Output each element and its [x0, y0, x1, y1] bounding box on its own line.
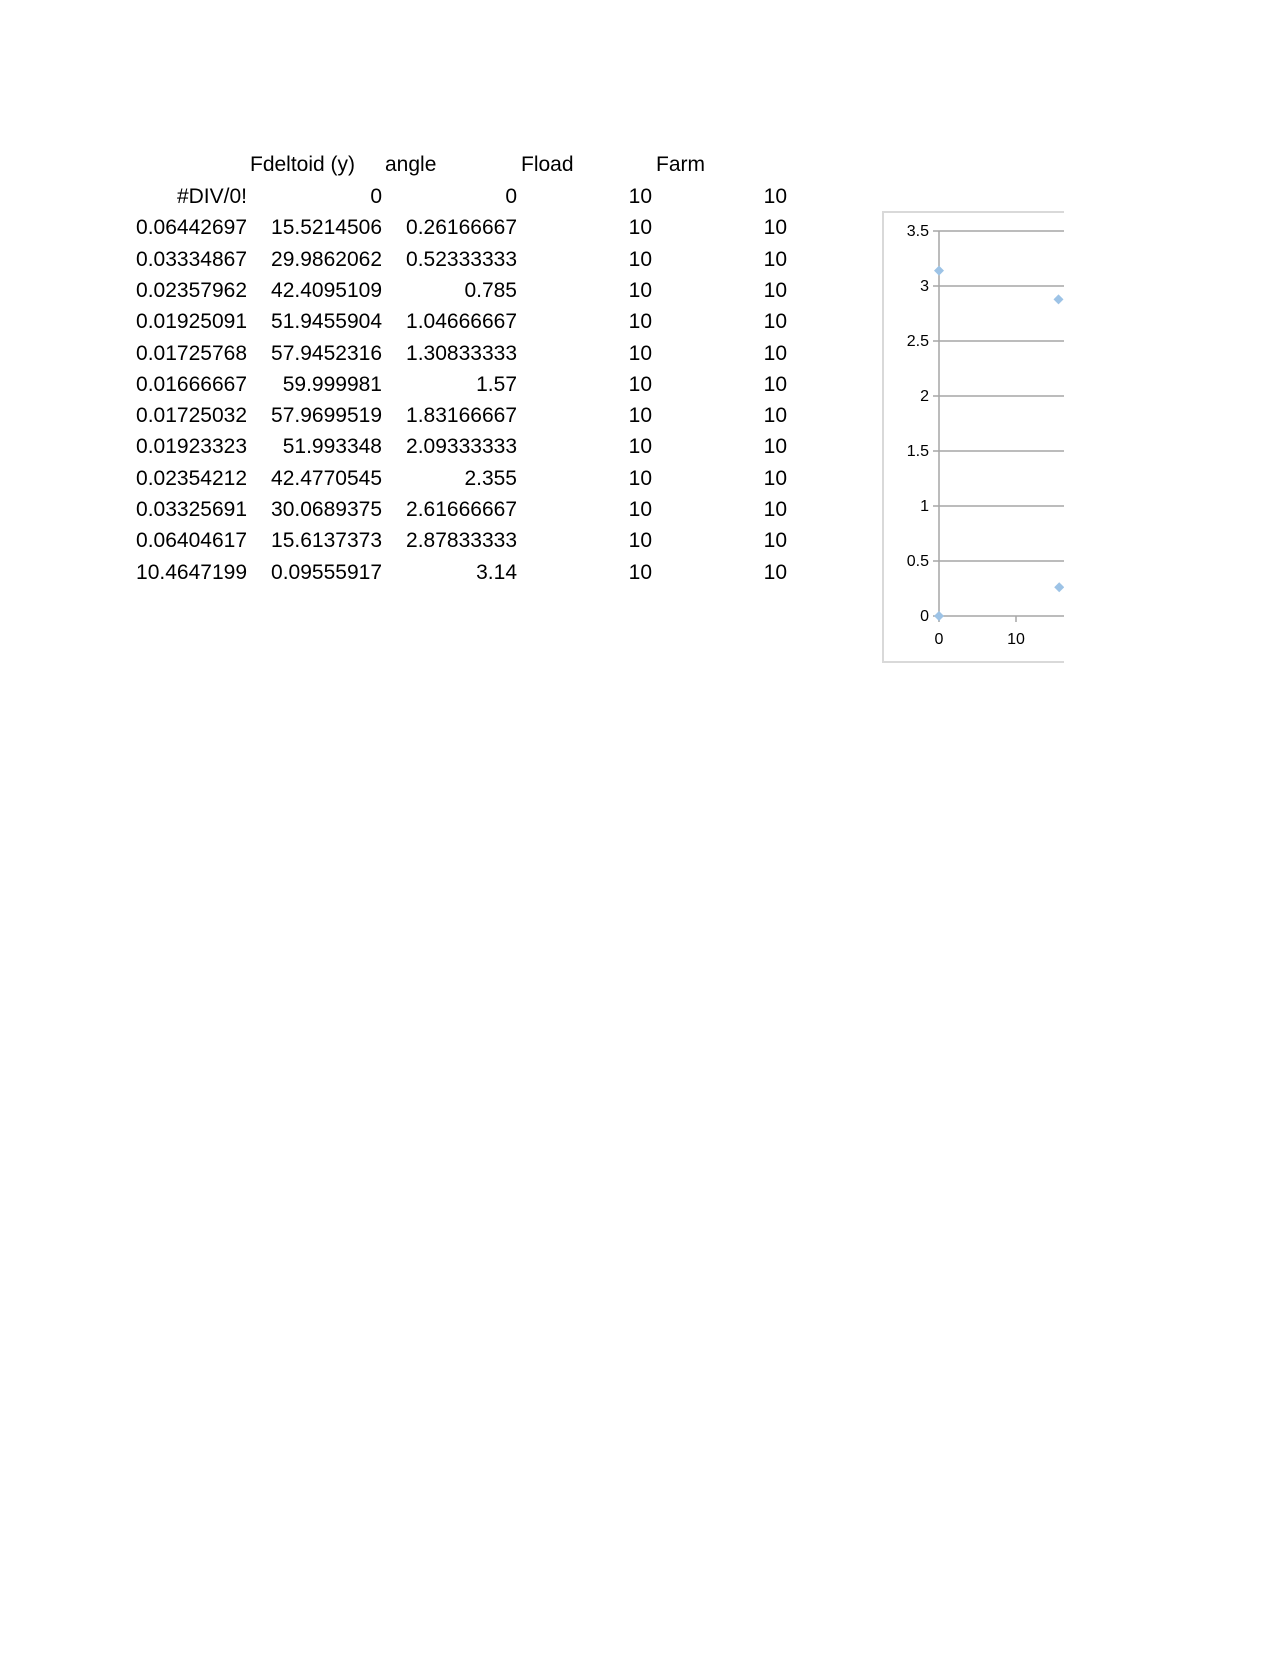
table-cell: 30.0689375	[271, 498, 382, 521]
table-cell: 0.01666667	[136, 372, 247, 396]
table-cell: 10	[628, 247, 652, 271]
data-point	[1054, 294, 1064, 304]
table-cell: 10	[628, 529, 652, 553]
table-cell: 0.01923323	[136, 435, 247, 459]
table-header: Fload	[521, 153, 574, 176]
table-cell: 0	[505, 185, 517, 208]
table-cell: 0.785	[464, 278, 517, 302]
x-tick-label: 10	[1007, 631, 1025, 648]
table-cell: 0.01725032	[136, 404, 247, 428]
data-point	[934, 611, 944, 621]
table-cell: 10	[628, 310, 652, 334]
y-tick-label: 3	[920, 278, 929, 295]
table-cell: 2.87833333	[406, 529, 517, 553]
y-tick-label: 1	[920, 498, 929, 515]
table-header: Farm	[656, 153, 705, 176]
table-header: angle	[385, 153, 437, 176]
table-cell: 1.57	[476, 372, 517, 396]
table-cell: 1.04666667	[406, 310, 517, 334]
y-tick-label: 0	[920, 608, 929, 625]
table-cell: 29.9862062	[271, 247, 382, 271]
table-cell: 0.03334867	[136, 247, 247, 271]
x-tick-label: 0	[934, 631, 944, 648]
table-cell: 0.03325691	[136, 498, 247, 521]
y-tick-label: 1.5	[906, 443, 929, 460]
table-cell: 51.993348	[282, 435, 382, 459]
table-cell: 51.9455904	[271, 310, 382, 334]
table-cell: 57.9699519	[271, 404, 382, 428]
table-cell: 10	[628, 466, 652, 490]
table-cell: 10	[628, 404, 652, 428]
table-cell: 3.14	[476, 560, 517, 584]
table-cell: 10	[628, 435, 652, 459]
table-cell: 42.4095109	[271, 278, 382, 302]
table-cell: 1.83166667	[406, 404, 517, 428]
table-cell: 0.06404617	[136, 529, 247, 553]
table-cell: 10	[763, 185, 787, 208]
table-cell: 10	[628, 498, 652, 521]
table-cell: 10	[763, 341, 787, 365]
table-cell: 2.355	[464, 466, 517, 490]
table-cell: 1.30833333	[406, 341, 517, 365]
table-cell: 10	[763, 560, 787, 584]
y-tick-label: 2.5	[906, 333, 929, 350]
table-cell: #DIV/0!	[176, 185, 247, 208]
table-cell: 10	[628, 372, 652, 396]
scatter-chart[interactable]	[882, 211, 1064, 663]
table-cell: 10	[763, 216, 787, 240]
table-cell: 10	[628, 185, 652, 208]
table-cell: 0.01925091	[136, 310, 247, 334]
table-cell: 10	[763, 310, 787, 334]
table-cell: 0.52333333	[406, 247, 517, 271]
data-point	[934, 266, 944, 276]
table-cell: 0.02357962	[136, 278, 247, 302]
table-cell: 10	[763, 498, 787, 521]
table-cell: 0.06442697	[136, 216, 247, 240]
table-cell: 10	[763, 278, 787, 302]
data-point	[1054, 582, 1064, 592]
chart-svg	[884, 213, 1064, 663]
table-cell: 10	[763, 372, 787, 396]
table-cell: 2.61666667	[406, 498, 517, 521]
table-cell: 10	[628, 216, 652, 240]
table-cell: 10.4647199	[136, 560, 247, 584]
table-cell: 15.5214506	[271, 216, 382, 240]
y-tick-label: 0.5	[906, 553, 929, 570]
y-tick-label: 3.5	[906, 223, 929, 240]
table-cell: 10	[628, 278, 652, 302]
table-cell: 10	[763, 247, 787, 271]
table-header: Fdeltoid (y)	[250, 153, 356, 176]
table-cell: 10	[763, 404, 787, 428]
table-cell: 59.999981	[282, 372, 382, 396]
y-tick-label: 2	[920, 388, 929, 405]
table-cell: 0.26166667	[406, 216, 517, 240]
table-cell: 15.6137373	[271, 529, 382, 553]
table-cell: 10	[763, 466, 787, 490]
table-cell: 2.09333333	[406, 435, 517, 459]
table-cell: 42.4770545	[271, 466, 382, 490]
table-cell: 0.09555917	[271, 560, 382, 584]
table-cell: 0.02354212	[136, 466, 247, 490]
table-cell: 10	[763, 435, 787, 459]
table-cell: 57.9452316	[271, 341, 382, 365]
table-cell: 0.01725768	[136, 341, 247, 365]
table-cell: 10	[628, 341, 652, 365]
table-cell: 10	[763, 529, 787, 553]
table-cell: 0	[370, 185, 382, 208]
table-cell: 10	[628, 560, 652, 584]
